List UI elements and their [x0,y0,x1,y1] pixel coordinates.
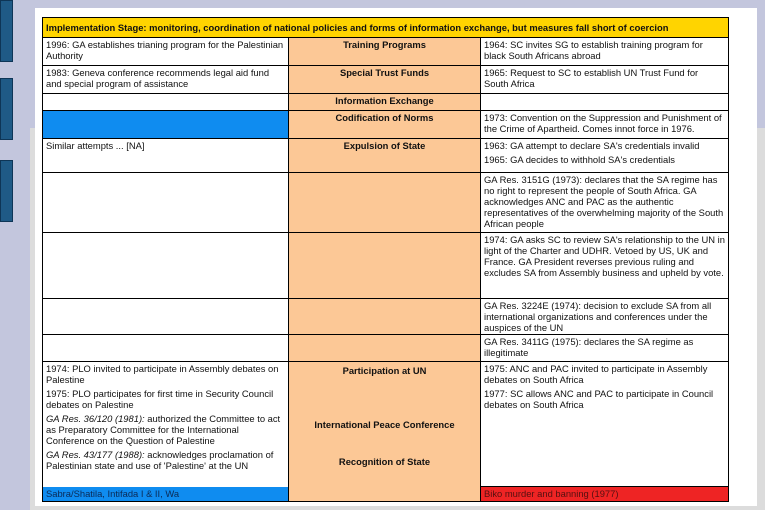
right-cell: Biko murder and banning (1977) [481,487,729,502]
header-cell: Implementation Stage: monitoring, coordination of national policies and forms of information exchange, but measures fall short of coercion [43,18,729,38]
left-cell: 1996: GA establishes trianing program for the Palestinian Authority [43,38,289,66]
table-row [43,335,729,362]
left-cell [43,173,289,233]
resolution-text: authorized the Committee to act as Preparatory Committee for the International Conference on the Question of Palestine [46,413,281,446]
side-bar [0,160,13,222]
category-cell: Codification of Norms [289,111,481,139]
table-row [43,38,729,66]
left-cell: Sabra/Shatila, Intifada I & II, Wa [43,487,289,502]
table-row [43,66,729,94]
left-cell [43,94,289,111]
category-cell [289,362,481,487]
table-header [43,18,729,38]
right-cell: GA Res. 3224E (1974): decision to exclude SA from all international organizations and conferences under the auspices of the UN [481,299,729,335]
event-text: 1965: GA decides to withhold SA's credentials [484,154,675,165]
table-row [43,487,729,502]
category-label: International Peace Conference [314,419,455,430]
event-text [46,449,285,471]
right-cell: 1973: Convention on the Suppression and Punishment of the Crime of Apartheid. Comes innot force in 1976. [481,111,729,139]
left-cell [43,335,289,362]
comparison-table [42,17,729,502]
table-row [43,233,729,299]
category-cell [289,173,481,233]
right-cell [481,139,729,173]
resolution-text: acknowledges proclamation of Palestinian state and use of 'Palestine' at the UN [46,449,274,471]
side-bar [0,78,13,140]
category-cell: Expulsion of State [289,139,481,173]
table-row [43,362,729,487]
category-cell: Information Exchange [289,94,481,111]
side-bar [0,0,13,62]
table-row [43,94,729,111]
category-label: Participation at UN [342,365,427,376]
right-cell: GA Res. 3411G (1975): declares the SA regime as illegitimate [481,335,729,362]
event-text: 1975: ANC and PAC invited to participate in Assembly debates on South Africa [484,363,708,385]
left-cell [43,299,289,335]
event-text [46,413,285,446]
left-cell: Similar attempts ... [NA] [43,139,289,173]
category-cell [289,233,481,299]
left-cell [43,362,289,487]
right-cell: 1964: SC invites SG to establish training program for black South Africans abroad [481,38,729,66]
category-label: Recognition of State [338,456,431,467]
event-text: 1963: GA attempt to declare SA's credentials invalid [484,140,700,151]
right-cell: 1974: GA asks SC to review SA's relationship to the UN in light of the Charter and UDHR. Vetoed by US, UK and France. GA President reverses previous ruling and excludes SA from Assembly business and upheld by vote. [481,233,729,299]
category-cell [289,487,481,502]
right-cell [481,94,729,111]
left-cell: 1983: Geneva conference recommends legal aid fund and special program of assistance [43,66,289,94]
table-row [43,299,729,335]
right-cell [481,362,729,487]
event-text: 1975: PLO participates for first time in Security Council debates on Palestine [46,388,274,410]
table-row [43,139,729,173]
table-row [43,173,729,233]
category-cell: Training Programs [289,38,481,66]
category-cell: Special Trust Funds [289,66,481,94]
category-cell [289,335,481,362]
table-row [43,111,729,139]
right-cell: 1965: Request to SC to establish UN Trust Fund for South Africa [481,66,729,94]
left-cell [43,111,289,139]
event-text: 1977: SC allows ANC and PAC to participate in Council debates on South Africa [484,388,714,410]
category-cell [289,299,481,335]
left-cell [43,233,289,299]
right-cell: GA Res. 3151G (1973): declares that the SA regime has no right to represent the people of South Africa. GA acknowledges ANC and PAC as the authentic representatives of the overwhelming majority of the South African people [481,173,729,233]
event-text: 1974: PLO invited to participate in Assembly debates on Palestine [46,363,279,385]
resolution-ref: GA Res. 43/177 (1988): [46,449,145,460]
resolution-ref: GA Res. 36/120 (1981): [46,413,145,424]
